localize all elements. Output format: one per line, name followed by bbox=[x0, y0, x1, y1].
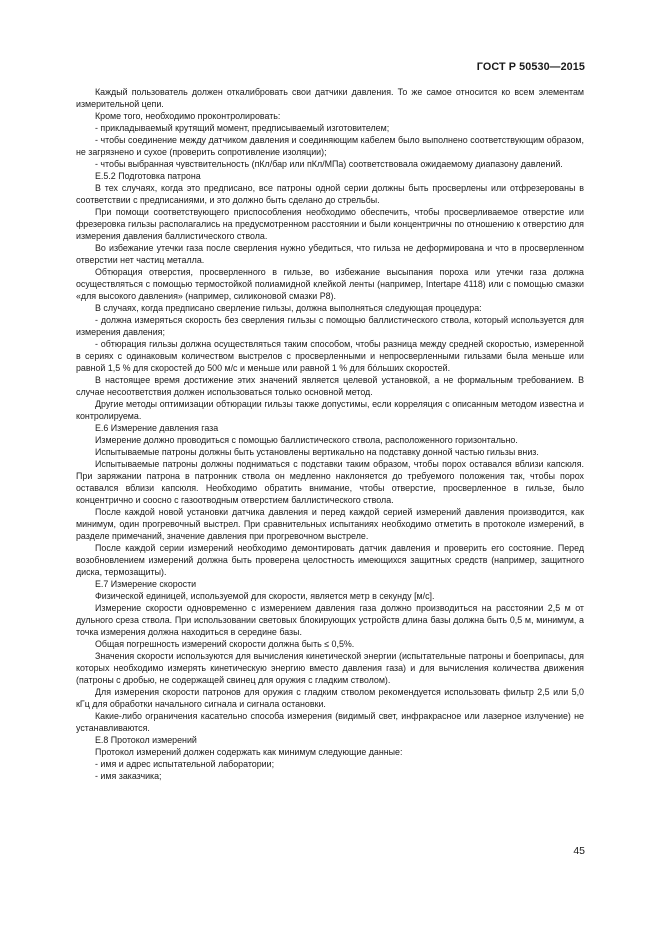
section-heading: Е.8 Протокол измерений bbox=[95, 735, 197, 745]
paragraph: Для измерения скорости патронов для оружия с гладким стволом рекомендуется использовать фильтр 2,5 или 5,0 кГц для обработки начального сигнала и сигнала остановки. bbox=[76, 687, 584, 709]
page-number: 45 bbox=[573, 845, 585, 857]
paragraph: В тех случаях, когда это предписано, все патроны одной серии должны быть просверлены или отфрезерованы в соответствии с предписаниями, и это должно быть сделано до стрельбы. bbox=[76, 183, 584, 205]
document-standard-header: ГОСТ Р 50530—2015 bbox=[476, 61, 585, 73]
paragraph: Во избежание утечки газа после сверления нужно убедиться, что гильза не деформирована и что в просверленном отверстии нет частиц металла. bbox=[76, 243, 584, 265]
list-item: - чтобы выбранная чувствительность (пКл/бар или пКл/МПа) соответствовала ожидаемому диапазону давлений. bbox=[95, 159, 563, 169]
paragraph: Каждый пользователь должен откалибровать свои датчики давления. То же самое относится ко всем элементам измерительной цепи. bbox=[76, 87, 584, 109]
section-heading: Е.7 Измерение скорости bbox=[95, 579, 197, 589]
document-body bbox=[76, 86, 584, 782]
section-heading: Е.6 Измерение давления газа bbox=[95, 423, 219, 433]
paragraph: В настоящее время достижение этих значений является целевой установкой, а не формальным требованием. В случае несоответствия должен использоваться только основной метод. bbox=[76, 375, 584, 397]
paragraph: Испытываемые патроны должны подниматься с подставки таким образом, чтобы порох оставался вблизи капсюля. При заряжании патрона в патронник ствола он медленно наклоняется до требуемого положения так, чтобы порох оставался вблизи капсюля. Необходимо обратить внимание, чтобы отверстие, просверленное в гильзе, было концентрично и соосно с газоотводным отверстием баллистического ствола. bbox=[76, 459, 584, 505]
paragraph: Измерение скорости одновременно с измерением давления газа должно производиться на расстоянии 2,5 м от дульного среза ствола. При использовании световых блокирующих устройств длина базы должна быть 0,5 м, минимум, а точка измерения должна находиться в середине базы. bbox=[76, 603, 584, 637]
list-item: - имя и адрес испытательной лаборатории; bbox=[95, 759, 275, 769]
paragraph: После каждой серии измерений необходимо демонтировать датчик давления и проверить его состояние. Перед возобновлением измерений должна быть проверена целостность имеющихся защитных средств (например, защитного диска, термозащиты). bbox=[76, 543, 584, 577]
paragraph: При помощи соответствующего приспособления необходимо обеспечить, чтобы просверливаемое отверстие или фрезеровка гильзы располагались на предусмотренном расстоянии и были концентричны по отношению к отверстию для измерения давления баллистического ствола. bbox=[76, 207, 584, 241]
paragraph: В случаях, когда предписано сверление гильзы, должна выполняться следующая процедура: bbox=[95, 303, 482, 313]
list-item: - должна измеряться скорость без сверления гильзы с помощью баллистического ствола, который используется для измерения давления; bbox=[76, 315, 584, 337]
paragraph: Другие методы оптимизации обтюрации гильзы также допустимы, если корреляция с описанным методом известна и контролируема. bbox=[76, 399, 584, 421]
paragraph: Измерение должно проводиться с помощью баллистического ствола, расположенного горизонтально. bbox=[95, 435, 518, 445]
paragraph: Протокол измерений должен содержать как минимум следующие данные: bbox=[95, 747, 403, 757]
paragraph: Какие-либо ограничения касательно способа измерения (видимый свет, инфракрасное или лазерное излучение) не устанавливаются. bbox=[76, 711, 584, 733]
list-item: - прикладываемый крутящий момент, предписываемый изготовителем; bbox=[95, 123, 390, 133]
list-item: - обтюрация гильзы должна осуществляться таким способом, чтобы разница между средней скоростью, измеренной в сериях с одинаковым количеством выстрелов с просверленными и непросверленными гильзами была меньше или равной 1,5 % для скоростей до 500 м/с и меньше или равной 1 % для бо́льших скоростей. bbox=[76, 339, 584, 373]
paragraph: Испытываемые патроны должны быть установлены вертикально на подставку донной частью гильзы вниз. bbox=[95, 447, 539, 457]
paragraph: Кроме того, необходимо проконтролировать: bbox=[95, 111, 281, 121]
paragraph: Значения скорости используются для вычисления кинетической энергии (испытательные патроны и боеприпасы, для которых необходимо измерять кинетическую энергию вместо давления газа) и для вычисления количества движения (патроны с дробью, не содержащей свинец для оружия с гладким стволом). bbox=[76, 651, 584, 685]
list-item: - чтобы соединение между датчиком давления и соединяющим кабелем было выполнено соответствующим образом, не загрязнено и сухое (проверить сопротивление изоляции); bbox=[76, 135, 584, 157]
paragraph: Общая погрешность измерений скорости должна быть ≤ 0,5%. bbox=[95, 639, 355, 649]
list-item: - имя заказчика; bbox=[95, 771, 162, 781]
paragraph: Физической единицей, используемой для скорости, является метр в секунду [м/с]. bbox=[95, 591, 435, 601]
section-heading: Е.5.2 Подготовка патрона bbox=[95, 171, 201, 181]
paragraph: Обтюрация отверстия, просверленного в гильзе, во избежание высыпания пороха или утечки газа должна осуществляться с помощью термостойкой полиамидной клейкой ленты (например, Intertape 4118) или с помощью смазки «для высокого давления» (например, силиконовой смазки Р8). bbox=[76, 267, 584, 301]
paragraph: После каждой новой установки датчика давления и перед каждой серией измерений давления производится, как минимум, один прогревочный выстрел. При сравнительных испытаниях необходимо отметить в протоколе измерений, в разделе примечаний, значение давления при прогревочном выстреле. bbox=[76, 507, 584, 541]
